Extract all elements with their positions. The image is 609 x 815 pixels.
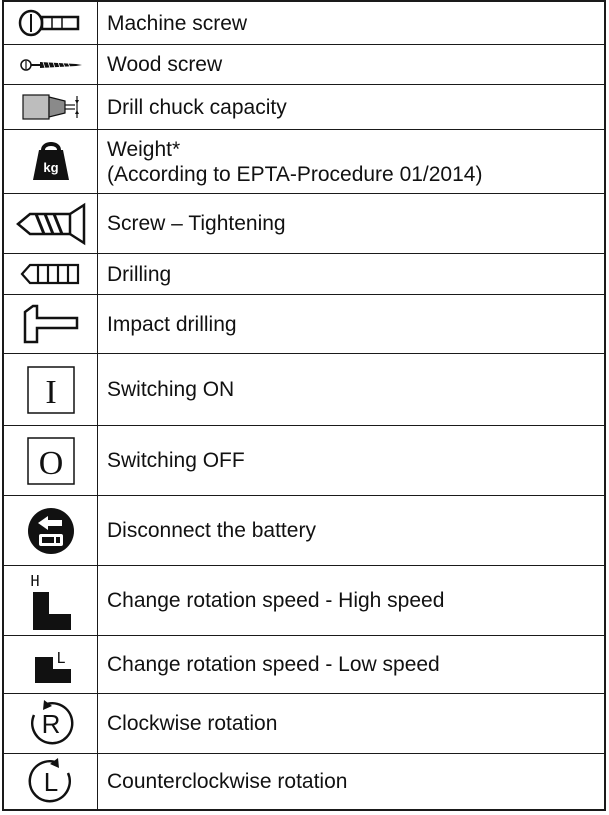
row-label: Screw – Tightening — [107, 212, 286, 235]
clockwise-letter: R — [41, 708, 60, 739]
row-label: Weight* — [107, 137, 181, 161]
table-row-screw-tightening — [4, 194, 604, 254]
row-label: Counterclockwise rotation — [107, 770, 348, 793]
table-row-clockwise — [4, 694, 604, 754]
weight-kg-text: kg — [42, 159, 59, 175]
row-label: Clockwise rotation — [107, 712, 278, 735]
counterclockwise-letter: L — [43, 766, 58, 797]
row-label: Impact drilling — [107, 312, 237, 336]
table-row-high-speed — [4, 566, 604, 636]
wood-screw-icon — [4, 45, 98, 84]
table-row-machine-screw — [4, 2, 604, 45]
table-row-counterclockwise — [4, 754, 604, 809]
row-label: Wood screw — [107, 53, 223, 76]
row-label: Switching ON — [107, 378, 235, 401]
row-label: Change rotation speed - Low speed — [107, 653, 440, 676]
row-label: Drill chuck capacity — [107, 95, 287, 119]
drilling-icon — [4, 254, 98, 294]
machine-screw-icon — [4, 2, 98, 44]
table-row-drilling — [4, 254, 604, 295]
table-row-impact-drilling — [4, 295, 604, 354]
impact-drilling-hammer-icon — [4, 295, 98, 353]
row-label: Disconnect the battery — [107, 519, 316, 542]
table-row-weight — [4, 130, 604, 194]
counterclockwise-rotation-icon — [4, 754, 98, 809]
table-row-drill-chuck — [4, 85, 604, 130]
table-row-switch-on — [4, 354, 604, 426]
switch-off-text: O — [38, 444, 63, 482]
high-speed-letter: H — [29, 571, 40, 590]
low-speed-gear-icon — [4, 636, 98, 693]
row-label: Change rotation speed - High speed — [107, 589, 445, 612]
table-row-disconnect-battery — [4, 496, 604, 566]
row-label: Machine screw — [107, 11, 248, 35]
row-label: Drilling — [107, 262, 172, 286]
table-row-switch-off — [4, 426, 604, 496]
row-label: Switching OFF — [107, 449, 245, 472]
switch-off-icon — [4, 426, 98, 495]
row-label-secondary: (According to EPTA-Procedure 01/2014) — [107, 162, 483, 186]
table-row-low-speed — [4, 636, 604, 694]
drill-chuck-capacity-icon — [4, 85, 98, 129]
symbols-table — [2, 0, 606, 811]
clockwise-rotation-icon — [4, 694, 98, 753]
weight-kg-icon — [4, 130, 98, 193]
screw-tightening-icon — [4, 194, 98, 253]
table-row-wood-screw — [4, 45, 604, 85]
low-speed-letter: L — [55, 648, 66, 667]
switch-on-icon — [4, 354, 98, 425]
switch-on-text: I — [44, 373, 57, 411]
high-speed-gear-icon — [4, 566, 98, 635]
disconnect-battery-icon — [4, 496, 98, 565]
